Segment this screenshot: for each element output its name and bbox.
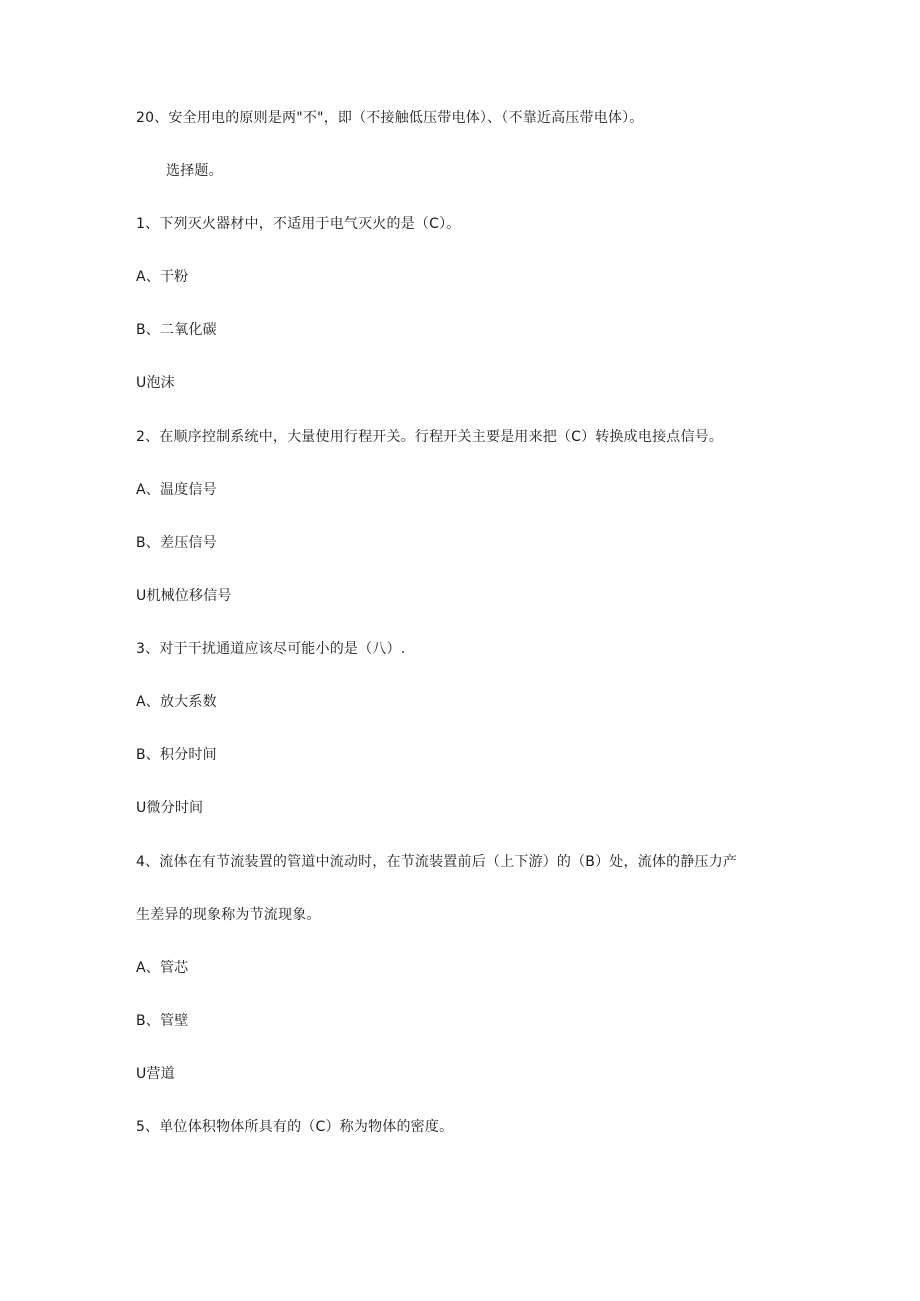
option-4c: U营道 — [136, 1066, 175, 1082]
text-line-q20: 20、安全用电的原则是两"不"，即（不接触低压带电体）、（不靠近高压带电体）。 — [136, 110, 644, 126]
question-1: 1、下列灭火器材中，不适用于电气灭火的是（C）。 — [136, 216, 461, 232]
question-2: 2、在顺序控制系统中，大量使用行程开关。行程开关主要是用来把（C）转换成电接点信号。 — [136, 429, 724, 445]
option-2b: B、差压信号 — [136, 535, 217, 551]
question-4-continued: 生差异的现象称为节流现象。 — [136, 907, 321, 923]
option-1a: A、干粉 — [136, 269, 189, 285]
option-2c: U机械位移信号 — [136, 588, 232, 604]
section-heading: 选择题。 — [166, 163, 223, 179]
option-2a: A、温度信号 — [136, 482, 217, 498]
option-1c: U泡沫 — [136, 375, 175, 391]
option-1b: B、二氧化碳 — [136, 322, 217, 338]
option-4b: B、管壁 — [136, 1013, 189, 1029]
question-4: 4、流体在有节流装置的管道中流动时，在节流装置前后（上下游）的（B）处，流体的静压力产 — [136, 854, 738, 870]
question-3: 3、对于干扰通道应该尽可能小的是（八）. — [136, 641, 406, 657]
option-3b: B、积分时间 — [136, 747, 217, 763]
option-3a: A、放大系数 — [136, 694, 217, 710]
option-4a: A、管芯 — [136, 960, 189, 976]
question-5: 5、单位体积物体所具有的（C）称为物体的密度。 — [136, 1119, 454, 1135]
option-3c: U微分时间 — [136, 800, 204, 816]
